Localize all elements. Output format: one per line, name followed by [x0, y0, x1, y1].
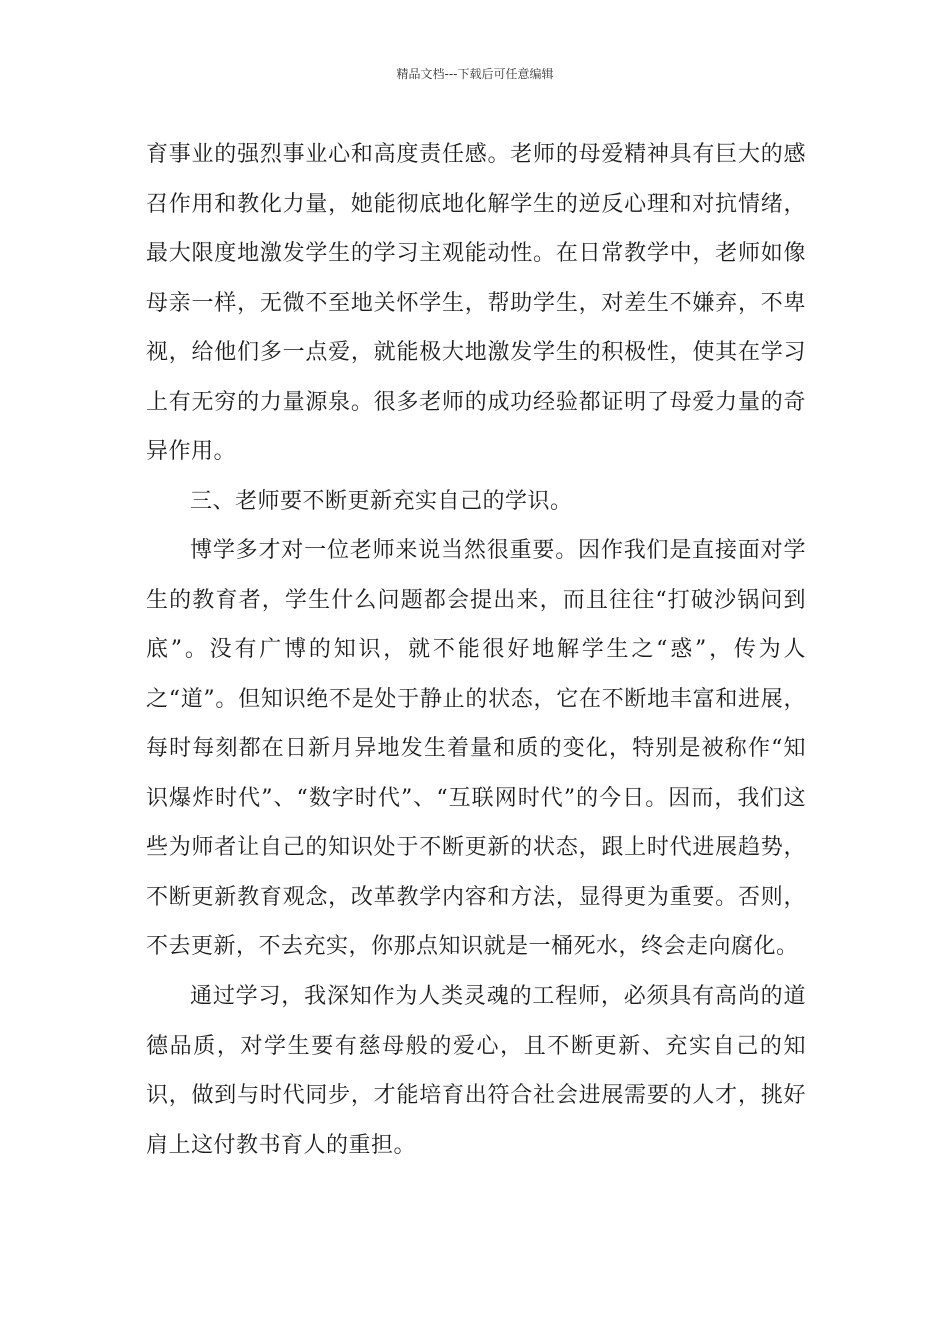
paragraph-continuation: 育事业的强烈事业心和高度责任感。老师的母爱精神具有巨大的感召作用和教化力量，她能彻底地化解学生的逆反心理和对抗情绪，最大限度地激发学生的学习主观能动性。在日常教学中，老师如像母亲一样，无微不至地关怀学生，帮助学生，对差生不嫌弃，不卑视，给他们多一点爱，就能极大地激发学生的积极性，使其在学习上有无穷的力量源泉。很多老师的成功经验都证明了母爱力量的奇异作用。: [146, 142, 806, 464]
paragraph-conclusion: 通过学习，我深知作为人类灵魂的工程师，必须具有高尚的道德品质，对学生要有慈母般的爱心，且不断更新、充实自己的知识，做到与时代同步，才能培育出符合社会进展需要的人才，挑好肩上这付教书育人的重担。: [146, 984, 806, 1158]
section-heading: 三、老师要不断更新充实自己的学识。: [190, 488, 573, 514]
document-body: [146, 130, 806, 1170]
page-header: 精品文档---下载后可任意编辑: [396, 67, 554, 81]
paragraph-knowledge: 博学多才对一位老师来说当然很重要。因作我们是直接面对学生的教育者，学生什么问题都会提出来，而且往往“打破沙锅问到底”。没有广博的知识，就不能很好地解学生之“惑”，传为人之“道”。但知识绝不是处于静止的状态，它在不断地丰富和进展，每时每刻都在日新月异地发生着量和质的变化，特别是被称作“知识爆炸时代”、“数字时代”、“互联网时代”的今日。因而，我们这些为师者让自己的知识处于不断更新的状态，跟上时代进展趋势，不断更新教育观念，改革教学内容和方法，显得更为重要。否则，不去更新，不去充实，你那点知识就是一桶死水，终会走向腐化。: [146, 538, 806, 959]
